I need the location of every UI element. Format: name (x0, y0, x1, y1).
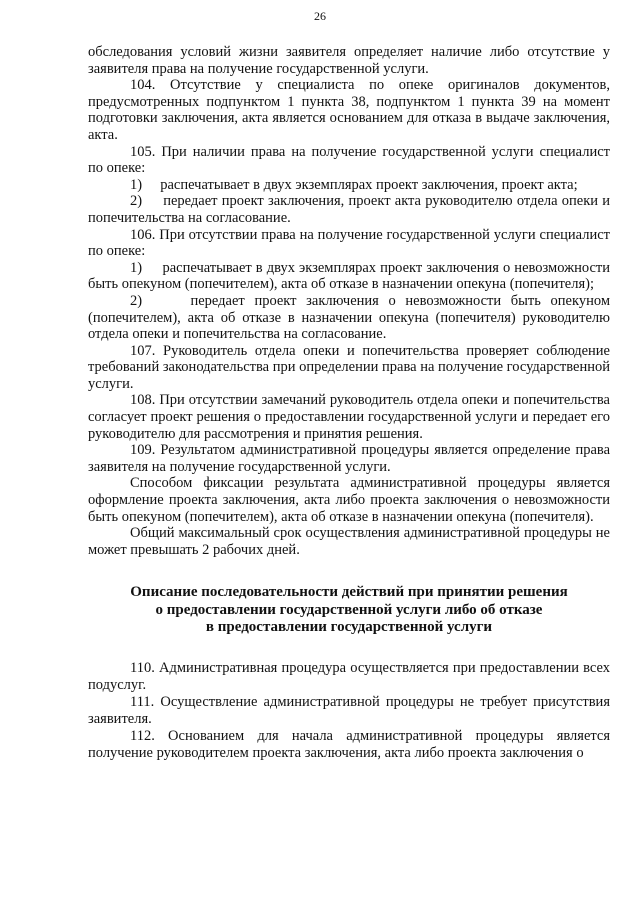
paragraph-106: 106. При отсутствии права на получение государственной услуги специалист по опеке: (88, 226, 610, 260)
section-heading-line-3: в предоставлении государственной услуги (205, 619, 493, 636)
paragraph-105: 105. При наличии права на получение государственной услуги специалист по опеке: (88, 143, 610, 177)
subitem-105-2-number: 2) (130, 193, 143, 210)
paragraph-110: 110. Административная процедура осуществляется при предоставлении всех подуслуг. (88, 659, 610, 693)
paragraph-107: 107. Руководитель отдела опеки и попечительства проверяет соблюдение требований законодательства при определении права на получение государственной услуги. (88, 342, 610, 392)
subitem-106-1-text: распечатывает в двух экземплярах проект заключения о невозможности быть опекуном (попечителем), акта об отказе в назначении опекуна (попечителя); (88, 259, 611, 293)
subitem-105-1-text: распечатывает в двух экземплярах проект заключения, проект акта; (160, 176, 578, 193)
paragraph-112: 112. Основанием для начала административной процедуры является получение руководителем проекта заключения, акта либо проекта заключения о (88, 728, 610, 761)
subitem-105-1 (88, 177, 610, 194)
page-number: 26 (314, 9, 326, 23)
section-heading (88, 584, 610, 637)
paragraph-111: 111. Осуществление административной процедуры не требует присутствия заявителя. (88, 694, 610, 727)
section-heading-line-1: Описание последовательности действий при принятии решения (130, 584, 568, 601)
subitem-106-2 (88, 293, 610, 343)
section-heading-line-2: о предоставлении государственной услуги либо об отказе (155, 601, 543, 618)
paragraph-fixation: Способом фиксации результата административной процедуры является оформление проекта заключения, акта либо проекта заключения о невозможности быть опекуном (попечителем), акта об отказе в назначении опекуна (попечителя). (88, 475, 610, 525)
subitem-106-1-number: 1) (130, 259, 143, 276)
subitem-105-2-text: передает проект заключения, проект акта руководителю отдела опеки и попечительства на согласование. (88, 193, 611, 226)
subitem-106-2-number: 2) (130, 292, 143, 309)
paragraph-108: 108. При отсутствии замечаний руководитель отдела опеки и попечительства согласует проект решения о предоставлении государственной услуги и передает его руководителю для рассмотрения и принятия решения. (88, 392, 610, 442)
document-body (88, 44, 610, 761)
subitem-105-1-number: 1) (130, 176, 143, 193)
subitem-106-2-text: передает проект заключения о невозможности быть опекуном (попечителем), акта об отказе в назначении опекуна (попечителя) руководителю отдела опеки и попечительства на согласование. (88, 292, 610, 343)
subitem-106-1 (88, 260, 610, 293)
paragraph-104: 104. Отсутствие у специалиста по опеке оригиналов документов, предусмотренных подпунктом 1 пункта 38, подпунктом 1 пункта 39 на момент подготовки заключения, акта является основанием для отказа в выдаче заключения, акта. (88, 77, 610, 143)
paragraph-term: Общий максимальный срок осуществления административной процедуры не может превышать 2 рабочих дней. (88, 525, 610, 558)
paragraph-109: 109. Результатом административной процедуры является определение права заявителя на получение государственной услуги. (88, 442, 610, 475)
subitem-105-2 (88, 193, 610, 226)
paragraph-continuation: обследования условий жизни заявителя определяет наличие либо отсутствие у заявителя права на получение государственной услуги. (88, 44, 610, 77)
